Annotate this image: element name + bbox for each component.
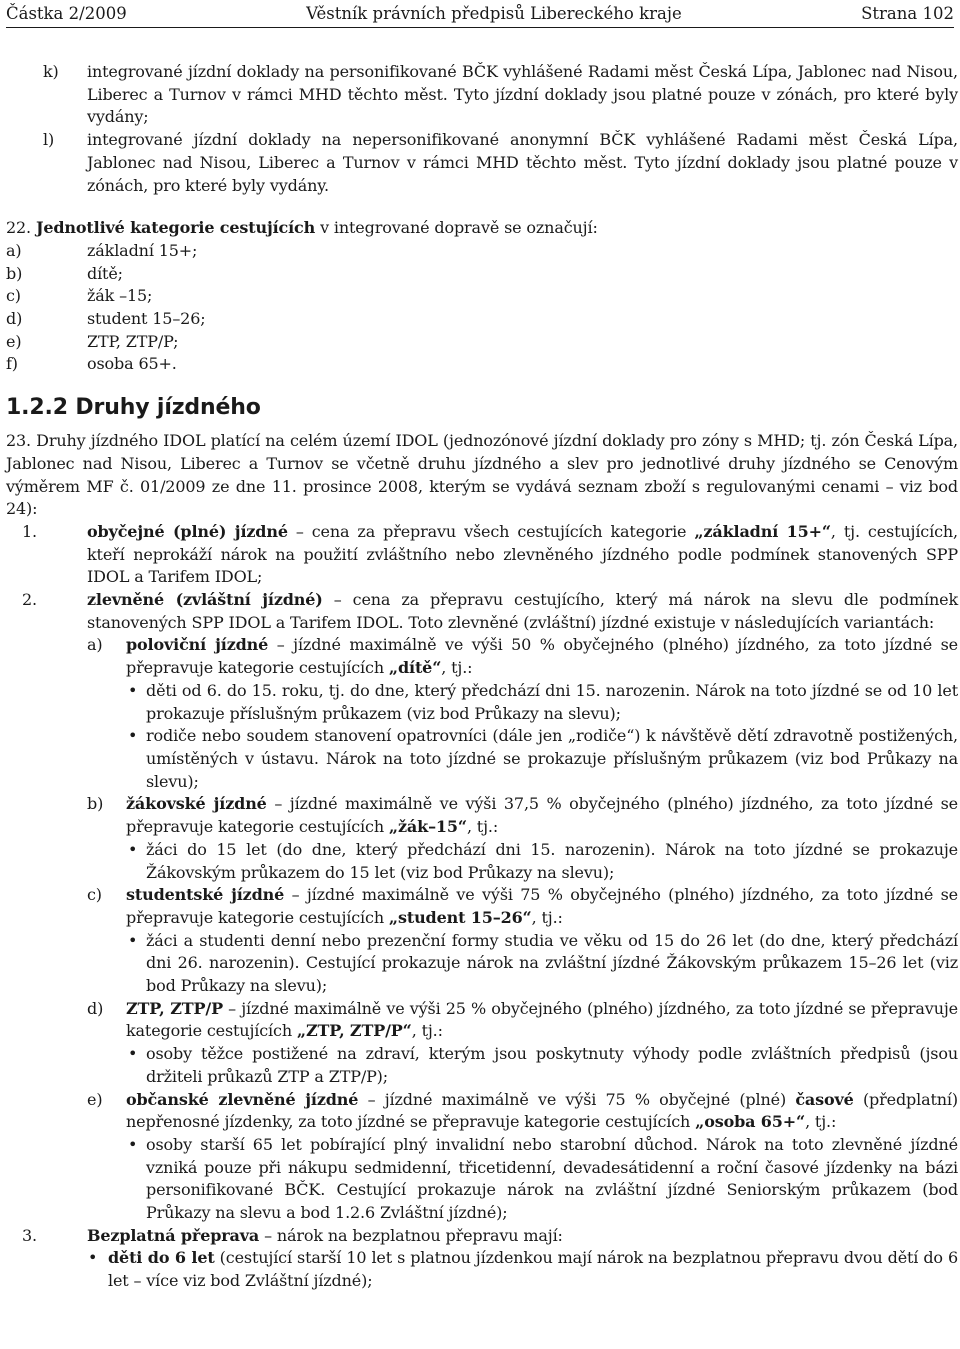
header-journal-title: Věstník právních předpisů Libereckého kraje bbox=[306, 4, 682, 23]
bullet-item bbox=[6, 725, 958, 793]
variant-text: žákovské jízdné – jízdné maximálně ve výši 37,5 % obyčejného (plného) jízdného, za toto jízdné se přepravuje kategorie cestujících „žák–15“, tj.: bbox=[126, 794, 958, 837]
item-label: k) bbox=[43, 62, 59, 81]
bullet-dot-icon: • bbox=[128, 930, 138, 950]
section-22 bbox=[6, 217, 958, 376]
category-label: e) bbox=[6, 331, 22, 351]
document-body bbox=[6, 28, 958, 1293]
variant-label: b) bbox=[87, 794, 104, 814]
item-text: obyčejné (plné) jízdné – cena za přepravu všech cestujících kategorie „základní 15+“, tj. cestujících, kteří neprokáží nárok na použití zvláštního nebo zlevněného jízdného podle podmínek stanovených SPP IDOL a Tarifem IDOL; bbox=[87, 521, 958, 587]
item-text: integrované jízdní doklady na personifikované BČK vyhlášené Radami měst Česká Lípa, Jablonec nad Nisou, Liberec a Turnov v rámci MHD těchto měst. Tyto jízdní doklady jsou platné pouze v zónách, pro které byly vydány; bbox=[87, 62, 958, 127]
header-issue: Částka 2/2009 bbox=[6, 4, 127, 23]
item-text: Bezplatná přeprava – nárok na bezplatnou přepravu mají: bbox=[87, 1225, 563, 1245]
section-title: 1.2.2 Druhy jízdného bbox=[6, 395, 261, 421]
item-text: zlevněné (zvláštní jízdné) – cena za přepravu cestujícího, který má nárok na slevu dle podmínek stanovených SPP IDOL a Tarifem IDOL. Toto zlevněné (zvláštní) jízdné existuje v následujících variantách: bbox=[87, 590, 958, 632]
category-label: b) bbox=[6, 263, 23, 283]
list-item-l bbox=[6, 129, 958, 197]
bullet-dot-icon: • bbox=[128, 839, 138, 859]
fare-variant-d bbox=[6, 998, 958, 1043]
numbered-item-1 bbox=[6, 521, 958, 589]
category-text: žák –15; bbox=[87, 286, 153, 306]
variant-label: e) bbox=[87, 1089, 103, 1109]
bullet-text: děti od 6. do 15. roku, tj. do dne, který předchází dni 15. narozenin. Nárok na toto jízdné se od 10 let prokazuje příslušným průkazem (viz bod Průkazy na slevu); bbox=[146, 680, 958, 723]
fare-variant-c bbox=[6, 884, 958, 929]
variant-text: studentské jízdné – jízdné maximálně ve výši 75 % obyčejného (plného) jízdného, za toto jízdné se přepravuje kategorie cestujících „student 15–26“, tj.: bbox=[126, 885, 958, 927]
category-item bbox=[6, 308, 958, 331]
section-22-bold: Jednotlivé kategorie cestujících bbox=[35, 218, 316, 238]
bullet-dot-icon: • bbox=[128, 680, 138, 700]
header-page-number: Strana 102 bbox=[861, 4, 954, 23]
bullet-item bbox=[6, 1043, 958, 1088]
bullet-item bbox=[6, 839, 958, 884]
category-text: základní 15+; bbox=[87, 240, 198, 260]
bullet-item bbox=[6, 680, 958, 725]
category-text: dítě; bbox=[87, 263, 123, 283]
bullet-item bbox=[6, 1134, 958, 1225]
bullet-dot-icon: • bbox=[128, 726, 138, 746]
category-item bbox=[6, 263, 958, 286]
variant-label: d) bbox=[87, 998, 104, 1018]
category-text: student 15–26; bbox=[87, 309, 206, 329]
category-label: f) bbox=[6, 354, 18, 374]
item-number: 3. bbox=[22, 1225, 37, 1245]
fare-variant-a bbox=[6, 634, 958, 679]
list-item-k bbox=[6, 61, 958, 129]
item-number: 1. bbox=[22, 521, 37, 541]
bullet-text: děti do 6 let (cestující starší 10 let s platnou jízdenkou mají nárok na bezplatnou přepravu dvou dětí do 6 let – více viz bod Zvláštní jízdné); bbox=[108, 1248, 958, 1291]
item-text: integrované jízdní doklady na nepersonifikované anonymní BČK vyhlášené Radami měst Česká Lípa, Jablonec nad Nisou, Liberec a Turnov v rámci MHD těchto měst. Tyto jízdní doklady jsou platné pouze v zónách, pro které byly vydány. bbox=[87, 130, 958, 195]
bullet-text: žáci do 15 let (do dne, který předchází dni 15. narozenin). Nárok na toto jízdné se prokazuje Žákovským průkazem do 15 let (viz bod Průkazy na slevu); bbox=[146, 839, 958, 882]
paragraph-23: 23. Druhy jízdného IDOL platící na celém území IDOL (jednozónové jízdní doklady pro zóny s MHD; tj. zón Česká Lípa, Jablonec nad Nisou, Liberec a Turnov se včetně druhu jízdného a slev pro jednotlivé druhy jízdného se Cenovým výměrem MF č. 01/2009 ze dne 11. prosince 2008, kterým se vydává seznam zboží s regulovanými cenami – viz bod 24): bbox=[6, 431, 958, 519]
category-item bbox=[6, 240, 958, 263]
category-item bbox=[6, 353, 958, 376]
bullet-text: žáci a studenti denní nebo prezenční formy studia ve věku od 15 do 26 let (do dne, který předchází dni 26. narozenin). Cestující prokazuje nárok na zvláštní jízdné Žákovským průkazem 15–26 let (viz bod Průkazy na slevu); bbox=[146, 930, 958, 996]
numbered-item-2 bbox=[6, 589, 958, 634]
variant-label: c) bbox=[87, 885, 102, 905]
category-text: osoba 65+. bbox=[87, 354, 177, 374]
bullet-dot-icon: • bbox=[88, 1248, 98, 1268]
variant-text: ZTP, ZTP/P – jízdné maximálně ve výši 25 % obyčejného (plného) jízdného, za toto jízdné se přepravuje kategorie cestujících „ZTP, ZTP/P“, tj.: bbox=[126, 998, 958, 1041]
bullet-item bbox=[6, 930, 958, 998]
section-22-number: 22. bbox=[6, 218, 31, 238]
category-item bbox=[6, 285, 958, 308]
fare-variant-e bbox=[6, 1089, 958, 1134]
variant-text: občanské zlevněné jízdné – jízdné maximálně ve výši 75 % obyčejné (plné) časové (předplatní) nepřenosné jízdenky, za toto jízdné se přepravuje kategorie cestujících „osoba 65+“, tj.: bbox=[126, 1089, 958, 1132]
bullet-dot-icon: • bbox=[128, 1044, 138, 1064]
bullet-text: osoby starší 65 let pobírající plný invalidní nebo starobní důchod. Nárok na toto zlevněné jízdné vzniká pouze při nákupu sedmidenní, třicetidenní, devadesátidenní a roční časové jízdenky na bázi personifikované BČK. Cestující prokazuje nárok na zvláštní jízdné Seniorským průkazem (bod Průkazy na slevu a bod 1.2.6 Zvláštní jízdné); bbox=[146, 1134, 958, 1223]
bullet-item bbox=[6, 1247, 958, 1292]
page-header bbox=[6, 0, 954, 28]
category-label: a) bbox=[6, 240, 22, 260]
category-item bbox=[6, 331, 958, 354]
bullet-text: rodiče nebo soudem stanovení opatrovníci (dále jen „rodiče“) k návštěvě dětí zdravotně postižených, umístěných v ústavu. Nárok na toto jízdné se prokazuje příslušným průkazem (viz bod Průkazy na slevu); bbox=[146, 726, 958, 791]
section-22-text: v integrované dopravě se označují: bbox=[315, 218, 598, 238]
variant-label: a) bbox=[87, 635, 103, 655]
bullet-dot-icon: • bbox=[128, 1134, 138, 1154]
category-text: ZTP, ZTP/P; bbox=[87, 331, 179, 351]
category-label: d) bbox=[6, 309, 23, 329]
bullet-text: osoby těžce postižené na zdraví, kterým jsou poskytnuty výhody podle zvláštních předpisů (jsou držiteli průkazů ZTP a ZTP/P); bbox=[146, 1044, 958, 1086]
item-number: 2. bbox=[22, 590, 37, 610]
variant-text: poloviční jízdné – jízdné maximálně ve výši 50 % obyčejného (plného) jízdného, za toto jízdné se přepravuje kategorie cestujících „dítě“, tj.: bbox=[126, 635, 958, 678]
numbered-item-3 bbox=[6, 1225, 958, 1248]
item-label: l) bbox=[43, 130, 55, 150]
category-label: c) bbox=[6, 286, 21, 306]
fare-variant-b bbox=[6, 793, 958, 838]
